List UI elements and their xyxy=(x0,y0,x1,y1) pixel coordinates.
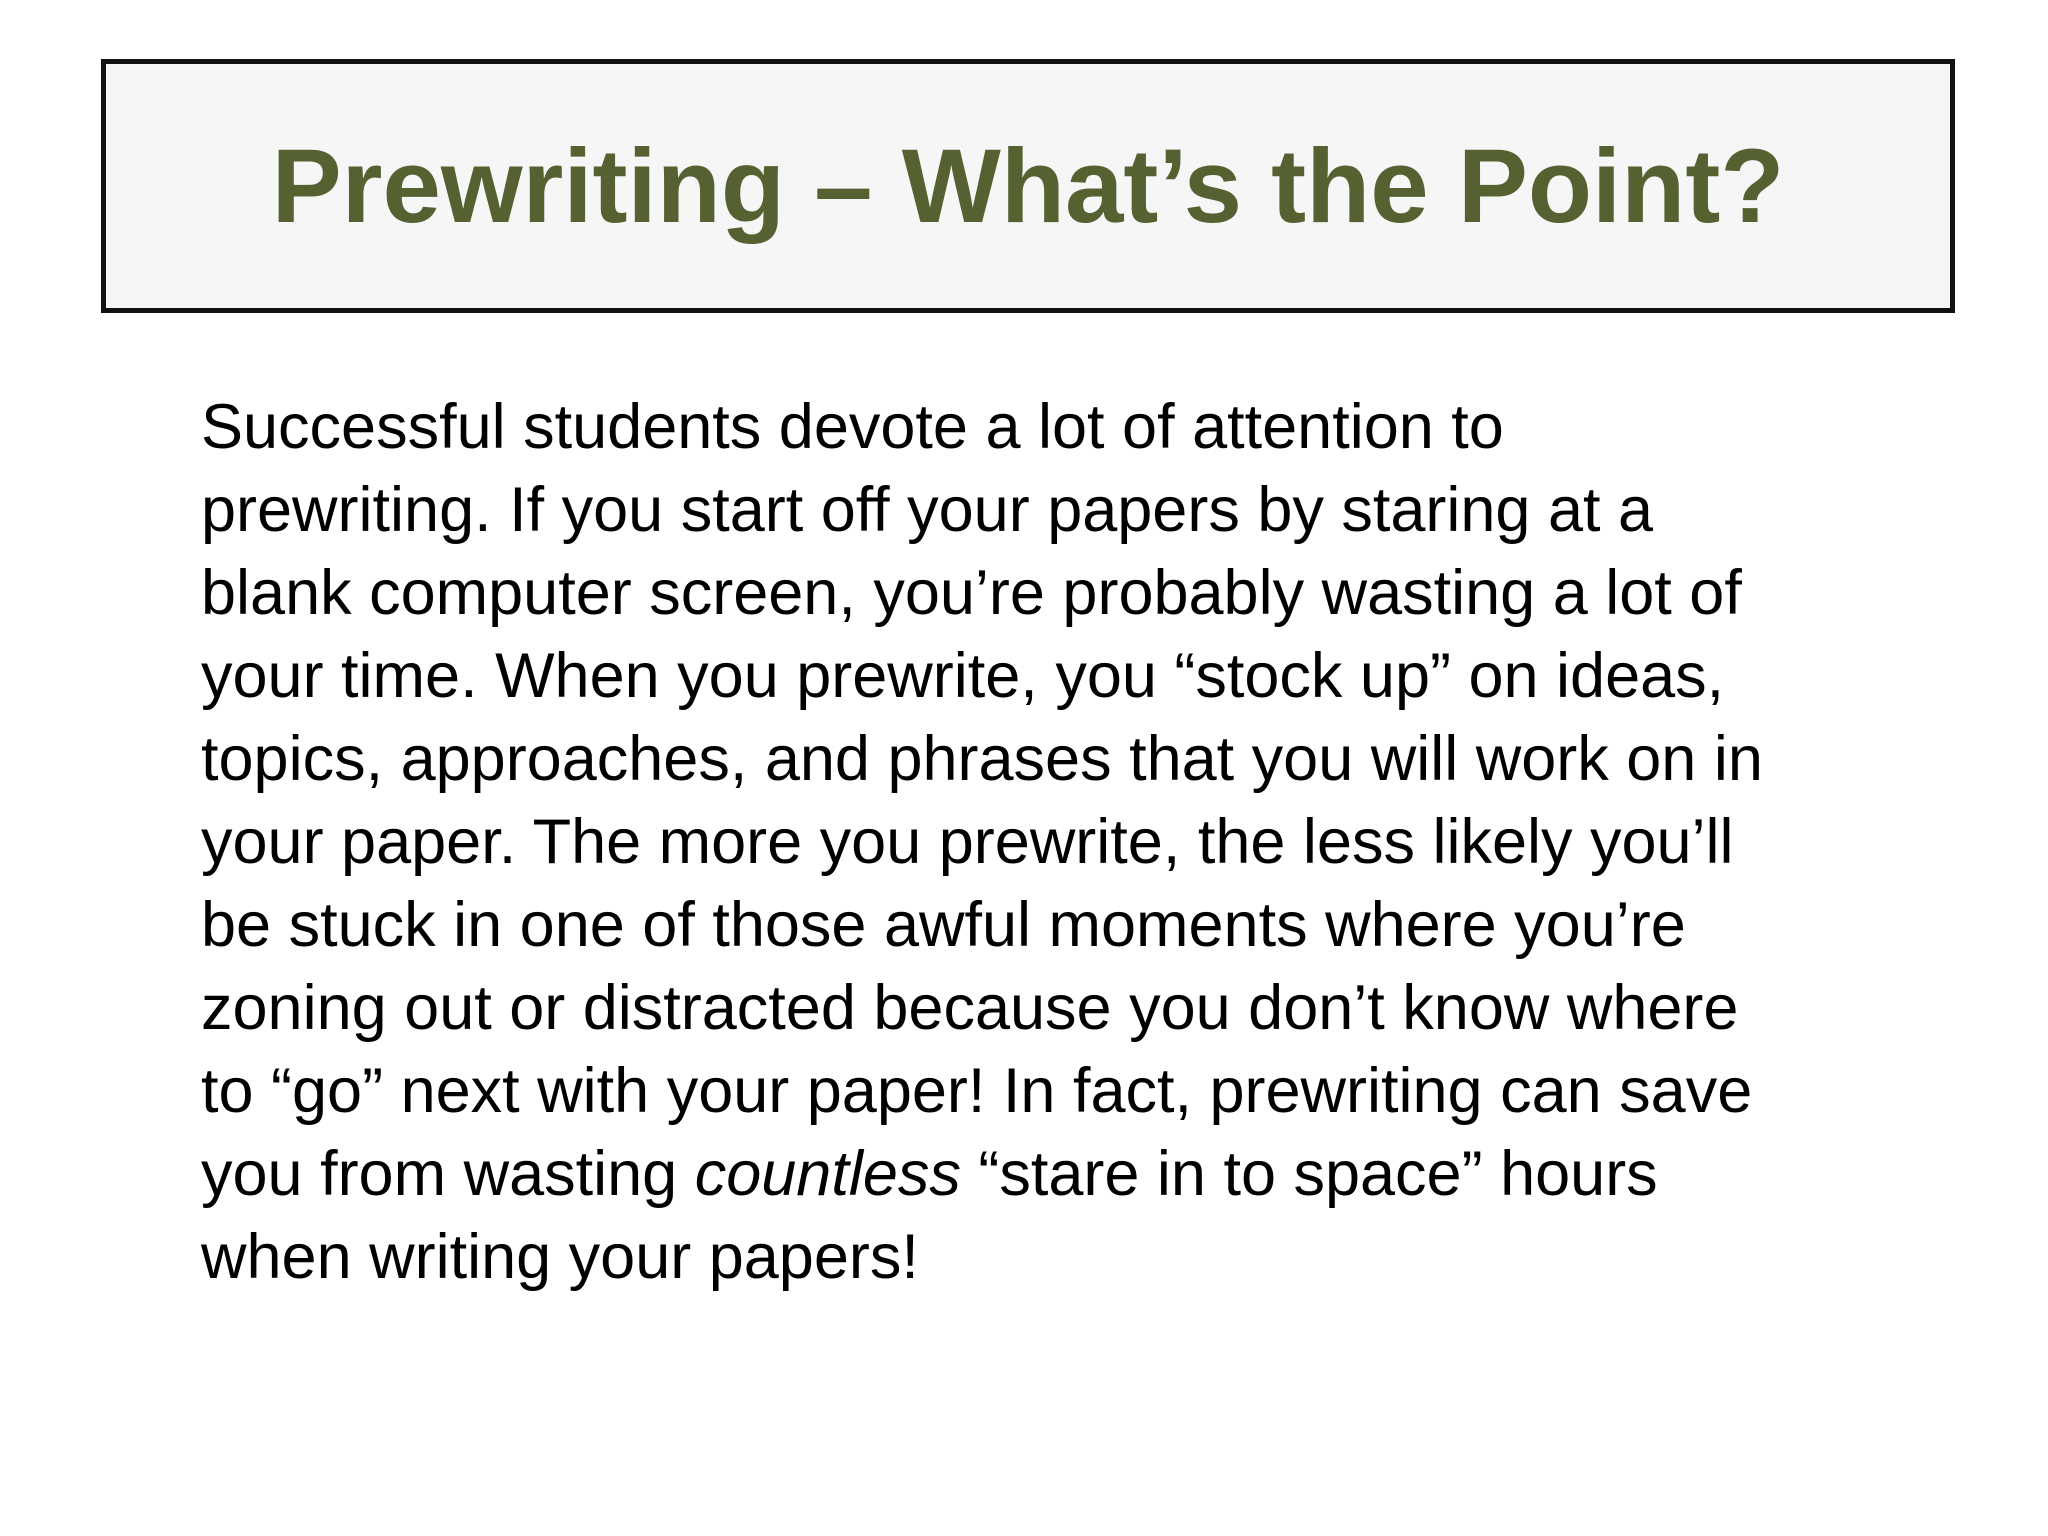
slide-title: Prewriting – What’s the Point? xyxy=(271,127,1785,245)
body-line-part: you from wasting xyxy=(201,1139,695,1209)
title-box xyxy=(101,59,1955,313)
body-line: your paper. The more you prewrite, the less likely you’ll xyxy=(201,807,1734,877)
body-line: prewriting. If you start off your papers by staring at a xyxy=(201,475,1654,545)
body-line: be stuck in one of those awful moments where you’re xyxy=(201,890,1686,960)
body-line: blank computer screen, you’re probably wasting a lot of xyxy=(201,558,1742,628)
body-line: to “go” next with your paper! In fact, prewriting can save xyxy=(201,1056,1753,1126)
body-paragraph xyxy=(201,386,1921,1299)
body-line: zoning out or distracted because you don’t know where xyxy=(201,973,1739,1043)
emphasized-word: countless xyxy=(694,1139,961,1209)
body-line-part: “stare in to space” hours xyxy=(960,1139,1658,1209)
body-line: when writing your papers! xyxy=(201,1222,919,1292)
body-line: topics, approaches, and phrases that you will work on in xyxy=(201,724,1763,794)
body-line-with-emphasis xyxy=(201,1133,1921,1216)
body-line: your time. When you prewrite, you “stock up” on ideas, xyxy=(201,641,1725,711)
body-line: Successful students devote a lot of attention to xyxy=(201,392,1504,462)
